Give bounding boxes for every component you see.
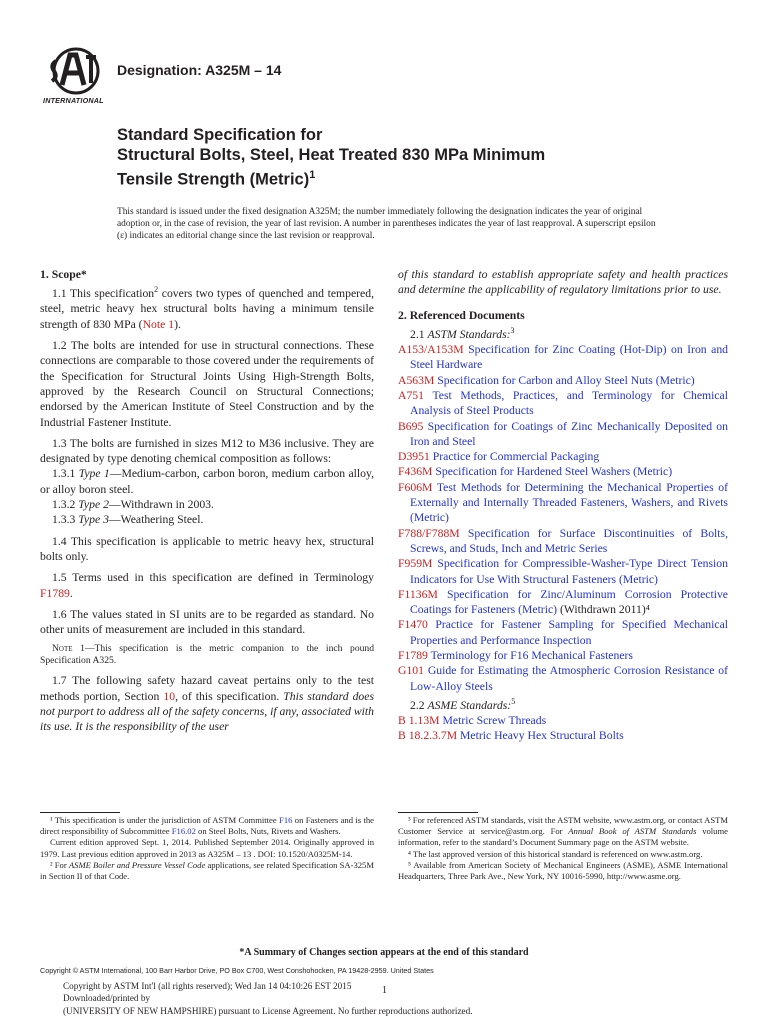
copyright-line: Copyright © ASTM International, 100 Barr Harbor Drive, PO Box C700, West Conshohocken, PA 19428-2959. United States (40, 966, 434, 975)
right-column (398, 267, 728, 744)
asme-reference-list (398, 713, 728, 744)
asme-standards-label: 2.2 ASME Standards:$^5$ (410, 696, 516, 712)
document-title (117, 125, 717, 190)
paragraph-1-4: 1.4 This specification is applicable to metric heavy hex, structural bolts only. (40, 534, 374, 563)
reference-code-link[interactable]: B695 (398, 419, 424, 433)
note-1: Note 1—This specification is the metric companion to the inch pound Specification A325. (40, 643, 375, 667)
reference-title-link[interactable]: Test Methods for Determining the Mechanical Properties of Externally and Internally Threaded Fasteners, Washers, and Rivets (Metric) (410, 480, 728, 525)
footnote-rule-right (398, 812, 478, 813)
reference-code-link[interactable]: F1470 (398, 618, 428, 632)
astm-standards-label: 2.1 ASTM Standards:$^3$ (410, 325, 515, 341)
reference-title-link[interactable]: Metric Heavy Hex Structural Bolts (460, 729, 624, 743)
f16-02-link[interactable]: F16.02 (171, 826, 196, 837)
paragraph-1-6: 1.6 The values stated in SI units are to be regarded as standard. No other units of measurement are included in this standard. (40, 607, 374, 637)
reference-title-link[interactable]: Specification for Hardened Steel Washers (Metric) (435, 465, 673, 479)
paragraph-1-3-1: 1.3.1 Type 1—Medium-carbon, carbon boron, medium carbon alloy, or alloy boron steel. (40, 467, 374, 496)
paragraph-1-5: 1.5 Terms used in this specification are defined in Terminology F1789. (40, 571, 374, 600)
reference-item (398, 373, 728, 388)
reference-title-link[interactable]: Specification for Surface Discontinuities of Bolts, Screws, and Studs, Inch and Metric Series (410, 526, 728, 555)
f16-link[interactable]: F16 (279, 815, 293, 825)
paragraph-1-3: 1.3 The bolts are furnished in sizes M12 to M36 inclusive. They are designated by type denoting chemical composition as follows: (40, 436, 374, 466)
reference-title-link[interactable]: Metric Screw Threads (442, 714, 547, 728)
reference-code-link[interactable]: D3951 (398, 450, 430, 464)
reference-title-link[interactable]: Specification for Zinc/Aluminum Corrosion Protective Coatings for Fasteners (Metric) (410, 587, 728, 617)
reference-item (398, 480, 728, 526)
reference-item (398, 342, 728, 373)
reference-item (398, 449, 728, 464)
reference-item (398, 663, 728, 694)
reference-item (398, 419, 728, 450)
reference-item (398, 526, 728, 557)
title-line-2: Structural Bolts, Steel, Heat Treated 830 MPa Minimum (117, 146, 546, 164)
section-2-heading: 2. Referenced Documents (398, 308, 525, 322)
section-10-link[interactable]: 10 (163, 689, 176, 703)
f1789-link[interactable]: F1789 (40, 586, 70, 600)
reference-code-link[interactable]: G101 (398, 664, 424, 678)
reference-code-link[interactable]: A153/A153M (398, 343, 464, 357)
paragraph-1-7: 1.7 The following safety hazard caveat pertains only to the test methods portion, Section 10, of this specification. This standard does not purport to address all of the safety concerns, if any, associated with its use. It is the responsibility of the user (40, 674, 374, 734)
footnote-1-edition: Current edition approved Sept. 1, 2014. Published September 2014. Originally approved in 1979. Last previous edition approved in 2013 as A325M – 13 . DOI: 10.1520/A0325M-14. (40, 837, 374, 859)
footnote-2: ² For ASME Boiler and Pressure Vessel Code applications, see related Specification SA-325M in Section II of that Code. (40, 859, 374, 882)
page-number: 1 (382, 985, 387, 996)
reference-code-link[interactable]: B 1.13M (398, 714, 440, 728)
download-line-1: Copyright by ASTM Int'l (all rights reserved); Wed Jan 14 04:10:26 EST 2015 (63, 981, 352, 991)
reference-title-link[interactable]: Practice for Commercial Packaging (432, 450, 600, 464)
reference-title-link[interactable]: Test Methods, Practices, and Terminology for Chemical Analysis of Steel Products (410, 388, 728, 418)
paragraph-1-7-continued: of this standard to establish appropriate safety and health practices and determine the applicability of regulatory limitations prior to use. (398, 268, 728, 297)
note-1-link[interactable]: Note 1 (142, 317, 175, 331)
footnote-5: ⁵ Available from American Society of Mechanical Engineers (ASME), ASME International Headquarters, Three Park Ave., New York, NY 10016-5990, http://www.asme.org. (398, 859, 728, 882)
logo-text: INTERNATIONAL (43, 96, 104, 105)
title-footnote-ref[interactable]: 1 (309, 169, 316, 181)
footnote-rule-left (40, 812, 120, 813)
footnote-1: ¹ This specification is under the jurisdiction of ASTM Committee F16 on Fasteners and is the direct responsibility of Subcommittee F16.02 on Steel Bolts, Nuts, Rivets and Washers. (40, 815, 374, 837)
reference-item (398, 556, 728, 587)
astm-logo (40, 47, 112, 107)
reference-item (398, 713, 728, 728)
reference-title-link[interactable]: Specification for Zinc Coating (Hot-Dip) on Iron and Steel Hardware (410, 343, 729, 372)
footnotes-right (398, 815, 728, 882)
reference-code-link[interactable]: F959M (398, 557, 433, 571)
reference-item (398, 728, 728, 743)
left-column (40, 267, 374, 735)
reference-code-link[interactable]: F788/F788M (398, 526, 460, 540)
reference-code-link[interactable]: F1789 (398, 649, 428, 663)
section-1-heading: 1. Scope* (40, 268, 87, 281)
download-line-2: Downloaded/printed by (63, 993, 151, 1004)
reference-title-link[interactable]: Guide for Estimating the Atmospheric Corrosion Resistance of Low-Alloy Steels (410, 664, 728, 693)
reference-code-link[interactable]: F1136M (398, 587, 438, 601)
reference-item (398, 587, 728, 618)
reference-code-link[interactable]: F436M (398, 465, 433, 479)
paragraph-1-3-3: 1.3.3 Type 3—Weathering Steel. (52, 513, 204, 527)
reference-title-link[interactable]: Terminology for F16 Mechanical Fasteners (430, 649, 633, 663)
designation: Designation: A325M – 14 (117, 62, 282, 78)
download-stamp (63, 980, 473, 1017)
reference-title-link[interactable]: Practice for Fastener Sampling for Specified Mechanical Properties and Performance Inspection (410, 618, 728, 647)
astm-reference-list (398, 342, 728, 694)
reference-item (398, 617, 728, 648)
reference-item (398, 464, 728, 479)
intro-paragraph: This standard is issued under the fixed designation A325M; the number immediately following the designation indicates the year of original adoption or, in the case of revision, the year of last revision. A number in parentheses indicates the year of last reapproval. A superscript epsilon (ε) indicates an editorial change since the last revision or reapproval. (117, 207, 656, 242)
reference-item (398, 648, 728, 663)
reference-code-link[interactable]: B 18.2.3.7M (398, 729, 458, 743)
reference-code-link[interactable]: A751 (398, 388, 424, 402)
footnotes-left (40, 815, 374, 882)
summary-of-changes-note: *A Summary of Changes section appears at the end of this standard (239, 947, 529, 958)
reference-item (398, 388, 728, 419)
footnote-3: ³ For referenced ASTM standards, visit the ASTM website, www.astm.org, or contact ASTM Customer Service at service@astm.org. For Annual Book of ASTM Standards volume information, refer to the standard’s Document Summary page on the ASTM website. (398, 815, 728, 848)
paragraph-1-3-2: 1.3.2 Type 2—Withdrawn in 2003. (52, 498, 214, 512)
reference-code-link[interactable]: A563M (398, 373, 435, 387)
reference-code-link[interactable]: F606M (398, 480, 433, 494)
paragraph-1-2: 1.2 The bolts are intended for use in structural connections. These connections are comparable to those covered under the requirements of the Specification for Structural Joints Using High-Strength Bolts, approved by the Research Council on Structural Connections; endorsed by the American Institute of Steel Construction and by the Industrial Fastener Institute. (40, 339, 374, 429)
paragraph-1-1: 1.1 This specification$^2$ covers two types of quenched and tempered, steel, metric heavy hex structural bolts having a minimum tensile strength of 830 MPa (Note 1). (40, 285, 375, 331)
download-line-3: (UNIVERSITY OF NEW HAMPSHIRE) pursuant to License Agreement. No further reproductions authorized. (63, 1005, 473, 1016)
footnote-4: ⁴ The last approved version of this historical standard is referenced on www.astm.org. (408, 848, 703, 859)
title-line-1: Standard Specification for (117, 126, 323, 144)
reference-extra: (Withdrawn 2011)⁴ (557, 603, 650, 617)
reference-title-link[interactable]: Specification for Carbon and Alloy Steel Nuts (Metric) (437, 373, 695, 387)
reference-title-link[interactable]: Specification for Coatings of Zinc Mechanically Deposited on Iron and Steel (410, 419, 728, 448)
reference-title-link[interactable]: Specification for Compressible-Washer-Type Direct Tension Indicators for Use With Structural Fasteners (Metric) (410, 557, 728, 586)
title-line-3: Tensile Strength (Metric)$^1$ (117, 169, 316, 189)
